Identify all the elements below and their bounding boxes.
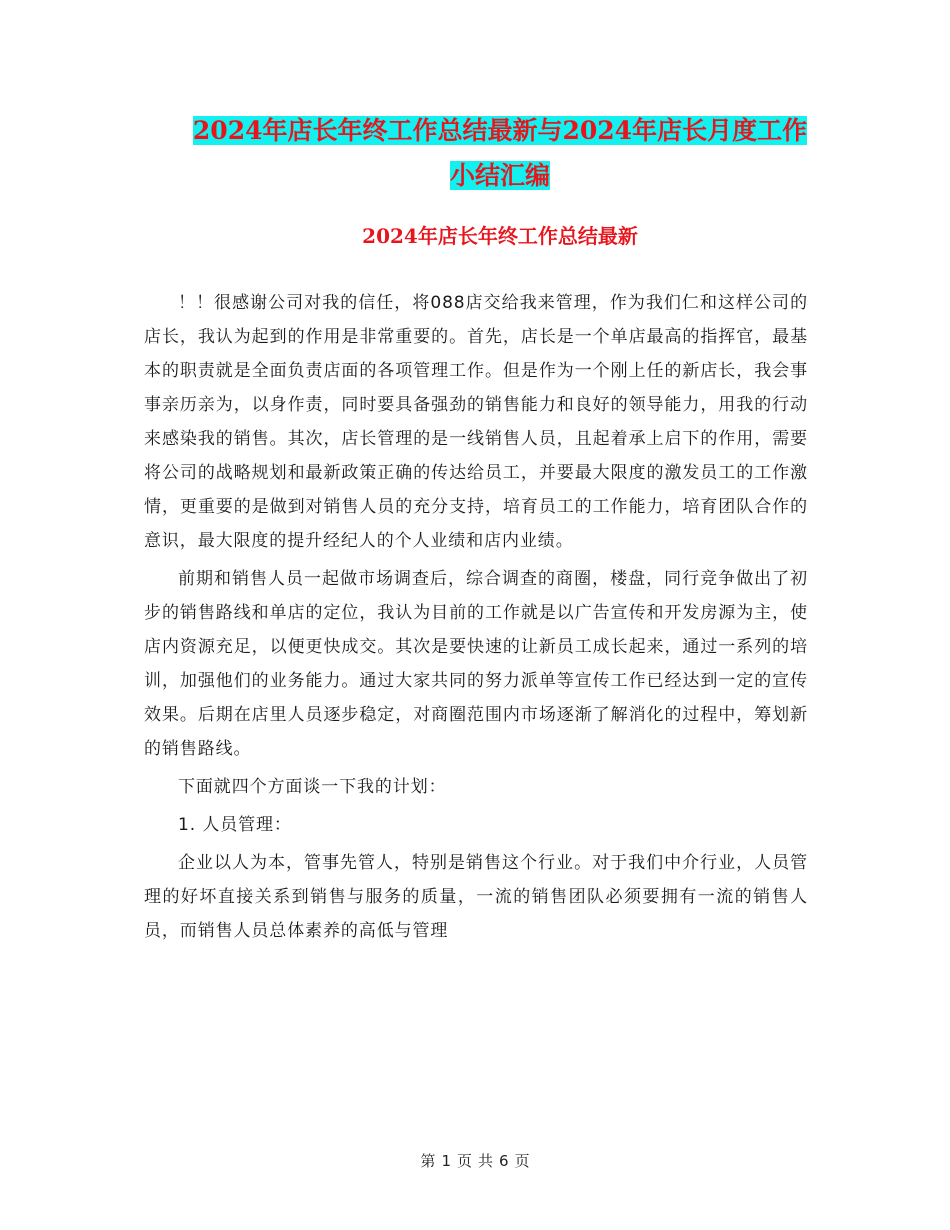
paragraph-1: ！！很感谢公司对我的信任，将088店交给我来管理，作为我们仁和这样公司的店长，我认为起到的作用是非常重要的。首先，店长是一个单店最高的指挥官，最基本的职责就是全面负责店面的各项管理工作。但是作为一个刚上任的新店长，我会事事亲历亲为，以身作责，同时要具备强劲的销售能力和良好的领导能力，用我的行动来感染我的销售。其次，店长管理的是一线销售人员，且起着承上启下的作用，需要将公司的战略规划和最新政策正确的传达给员工，并要最大限度的激发员工的工作激情，更重要的是做到对销售人员的充分支持，培育员工的工作能力，培育团队合作的意识，最大限度的提升经纪人的个人业绩和店内业绩。	[144, 293, 808, 551]
document-title-line-1: 2024年店长年终工作总结最新与2024年店长月度工作	[192, 116, 808, 145]
page-footer	[0, 1150, 950, 1171]
paragraph-2: 前期和销售人员一起做市场调查后，综合调查的商圈，楼盘，同行竞争做出了初步的销售路线和单店的定位，我认为目前的工作就是以广告宣传和开发房源为主，使店内资源充足，以便更快成交。其次是要快速的让新员工成长起来，通过一系列的培训，加强他们的业务能力。通过大家共同的努力派单等宣传工作已经达到一定的宣传效果。后期在店里人员逐步稳定，对商圈范围内市场逐渐了解消化的过程中，筹划新的销售路线。	[144, 569, 808, 759]
paragraph-4: 1. 人员管理：	[178, 815, 292, 835]
section-heading: 2024年店长年终工作总结最新	[362, 224, 638, 248]
footer-page-unit: 页	[456, 1152, 472, 1170]
document-body	[144, 286, 808, 952]
footer-total-prefix: 共	[478, 1152, 494, 1170]
document-title-line-2: 小结汇编	[449, 161, 550, 190]
document-title	[140, 108, 860, 198]
paragraph-3: 下面就四个方面谈一下我的计划：	[178, 777, 447, 797]
footer-page-number: 1	[441, 1152, 451, 1170]
footer-total-unit: 页	[514, 1152, 530, 1170]
footer-total-pages: 6	[499, 1152, 509, 1170]
paragraph-5: 企业以人为本，管事先管人，特别是销售这个行业。对于我们中介行业，人员管理的好坏直接关系到销售与服务的质量，一流的销售团队必须要拥有一流的销售人员，而销售人员总体素养的高低与管理	[144, 853, 808, 941]
footer-prefix: 第	[420, 1152, 436, 1170]
